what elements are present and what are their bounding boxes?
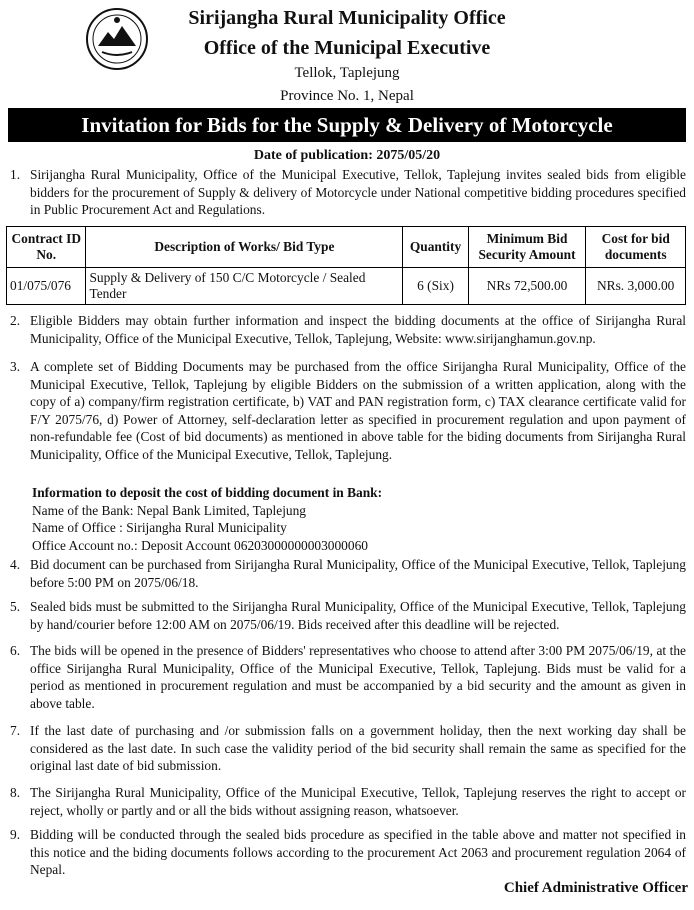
cell-security: NRs 72,500.00: [468, 268, 586, 305]
province-text: Province No. 1, Nepal: [280, 88, 414, 104]
bank-account: Office Account no.: Deposit Account 06203000000003000060: [32, 537, 368, 553]
header: [0, 0, 694, 108]
publication-date: Date of publication: 2075/05/20: [253, 148, 441, 163]
clause-number: 5.: [10, 599, 21, 614]
clause-text: Sealed bids must be submitted to the Sirijangha Rural Municipality, Office of the Municipal Executive, Tellok, Taplejung by hand/courier before 12:00 AM on 2075/06/19. Bids received after this deadline will be rejected.: [30, 599, 686, 632]
clause-6: [10, 642, 686, 712]
col-contract-id: Contract ID No.: [7, 227, 86, 268]
clause-number: 1.: [10, 167, 21, 182]
location-text: Tellok, Taplejung: [294, 65, 400, 81]
clause-number: 8.: [10, 785, 21, 800]
col-security: Minimum Bid Security Amount: [468, 227, 586, 268]
col-description: Description of Works/ Bid Type: [86, 227, 403, 268]
cell-quantity: 6 (Six): [403, 268, 468, 305]
clause-text: A complete set of Bidding Documents may be purchased from the office Sirijangha Rural Municipality, Office of the Municipal Executive, Tellok, Taplejung by eligible Bidders on the submission of a written application, along with the copy of a) company/firm registration certificate, b) VAT and PAN registration form, c) TAX clearance certificate valid for F/Y 2075/76, d) Power of Attorney, self-declaration letter as specified in procurement regulation and upon payment of non-refundable fee (Cost of bid documents) as mentioned in above table for the biding documents from Sirijangha Rural Municipality, Office of the Municipal Executive, Tellok, Taplejung.: [30, 359, 686, 462]
clause-2: [10, 312, 686, 347]
clause-text: Eligible Bidders may obtain further information and inspect the bidding documents at the office of Sirijangha Rural Municipality, Office of the Municipal Executive, Tellok, Taplejung, Website: www.sirijanghamun.gov.np.: [30, 313, 686, 346]
cell-cost: NRs. 3,000.00: [586, 268, 686, 305]
clause-text: The bids will be opened in the presence of Bidders' representatives who choose to attend after 3:00 PM 2075/06/19, at the office Sirijangha Rural Municipality, Office of the Municipal Executive, Tellok, Taplejung. Bids must be valid for a period as mentioned in procurement regulation and must be accompanied by a bid security and the amount as given in above table.: [30, 643, 686, 711]
bank-heading: Information to deposit the cost of bidding document in Bank:: [32, 485, 383, 500]
clause-text: Bidding will be conducted through the sealed bids procedure as specified in the table above and matter not specified in this notice and the biding documents follows according to the procurement Act 2063 and procurement regulation 2064 of Nepal.: [30, 827, 686, 878]
bank-info: [32, 484, 382, 554]
bank-name: Name of the Bank: Nepal Bank Limited, Taplejung: [32, 502, 306, 518]
clause-9: [10, 826, 686, 879]
executive-title: Office of the Municipal Executive: [203, 37, 491, 59]
clause-8: [10, 784, 686, 819]
clause-1: [10, 166, 686, 219]
office-title: Sirijangha Rural Municipality Office: [188, 7, 506, 29]
cell-contract-id: 01/075/076: [7, 268, 86, 305]
col-quantity: Quantity: [403, 227, 468, 268]
bank-office-name: Name of Office : Sirijangha Rural Municipality: [32, 520, 287, 536]
title-banner: Invitation for Bids for the Supply & Delivery of Motorcycle: [8, 108, 686, 142]
clause-text: The Sirijangha Rural Municipality, Office of the Municipal Executive, Tellok, Taplejung reserves the right to accept or reject, wholly or partly and or all the bids without assigning reason, whatsoever.: [30, 785, 686, 818]
clause-number: 6.: [10, 643, 21, 658]
signature: Chief Administrative Officer: [503, 880, 688, 896]
clause-3: [10, 358, 686, 464]
clause-number: 9.: [10, 827, 21, 842]
table-row: [7, 268, 686, 305]
clause-number: 3.: [10, 359, 21, 374]
clause-5: [10, 598, 686, 633]
clause-number: 4.: [10, 557, 21, 572]
col-cost: Cost for bid documents: [586, 227, 686, 268]
bid-table: [6, 226, 686, 305]
table-header-row: [7, 227, 686, 268]
clause-number: 2.: [10, 313, 21, 328]
clause-text: Bid document can be purchased from Sirijangha Rural Municipality, Office of the Municipal Executive, Tellok, Taplejung before 5:00 PM on 2075/06/18.: [30, 557, 686, 590]
clause-4: [10, 556, 686, 591]
clause-7: [10, 722, 686, 775]
clause-text: Sirijangha Rural Municipality, Office of the Municipal Executive, Tellok, Taplejung invites sealed bids from eligible bidders for the procurement of Supply & delivery of Motorcycle under National competitive bidding procedures specified in Public Procurement Act and Regulations.: [30, 167, 686, 218]
cell-description: Supply & Delivery of 150 C/C Motorcycle / Sealed Tender: [86, 268, 403, 305]
clause-number: 7.: [10, 723, 21, 738]
clause-text: If the last date of purchasing and /or submission falls on a government holiday, then the next working day shall be considered as the last date. In such case the validity period of the bid security shall remain the same as specified for the original last date of bid submission.: [30, 723, 686, 774]
